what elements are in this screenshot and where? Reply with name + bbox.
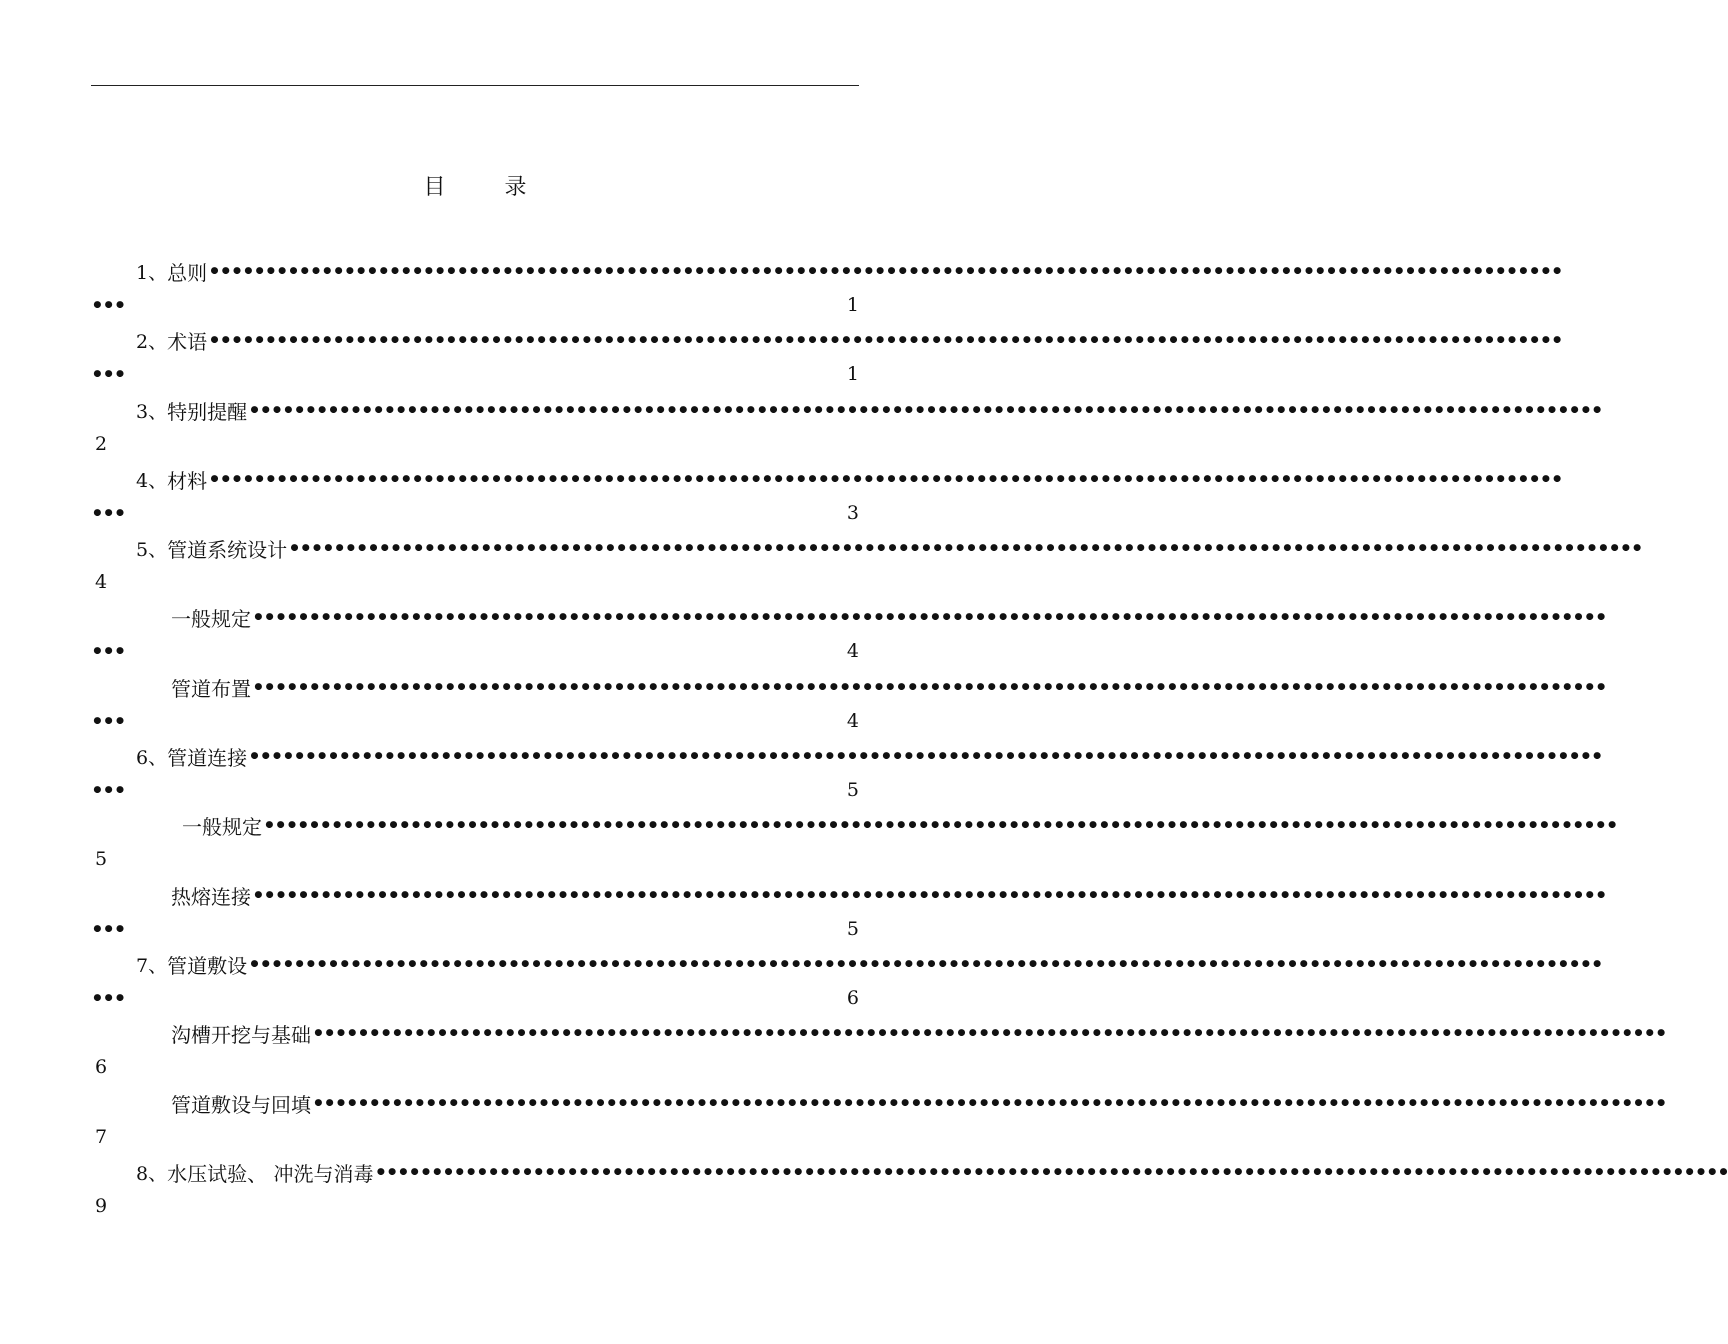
toc-entry-label: 总则 bbox=[167, 260, 208, 285]
toc-leader-dots: •••••••••••••••••••••••••••••••••••••••••••••••••••••••••••••••••••••••••••••••••••••••••••••••••••••••••••••••••••••••• bbox=[374, 1160, 1728, 1184]
toc-leader-dots: •••••••••••••••••••••••••••••••••••••••••••••••••••••••••••••••••••••••••••••••••••••••••••••••••••••••••••••••••••••••• bbox=[208, 328, 1563, 352]
toc-entry-label: 材料 bbox=[167, 468, 208, 493]
toc-entry-page: 6 bbox=[95, 1056, 108, 1078]
toc-leader-dots-wrap: ••• bbox=[91, 917, 125, 941]
toc-subentry[interactable] bbox=[0, 878, 1606, 948]
toc-subentry[interactable] bbox=[0, 670, 1606, 740]
toc-entry-page: 5 bbox=[846, 918, 859, 940]
toc-leader-dots: •••••••••••••••••••••••••••••••••••••••••••••••••••••••••••••••••••••••••••••••••••••••••••••••••••••••••••••••••••••••• bbox=[248, 744, 1603, 768]
toc-entry-page: 1 bbox=[846, 363, 859, 385]
toc-leader-dots: •••••••••••••••••••••••••••••••••••••••••••••••••••••••••••••••••••••••••••••••••••••••••••••••••••••••••••••••••••••••• bbox=[208, 259, 1563, 283]
toc-leader-dots: •••••••••••••••••••••••••••••••••••••••••••••••••••••••••••••••••••••••••••••••••••••••••••••••••••••••••••••••••••••••• bbox=[312, 1091, 1666, 1115]
toc-entry[interactable] bbox=[0, 739, 1603, 809]
toc-entry-number: 3、 bbox=[136, 400, 168, 423]
toc-entry-label: 一般规定 bbox=[171, 606, 251, 631]
toc-entry-page: 4 bbox=[846, 640, 859, 662]
toc-entry[interactable] bbox=[0, 1155, 1728, 1225]
toc-entry-page: 5 bbox=[95, 848, 108, 870]
toc-entry-label: 管道敷设 bbox=[167, 953, 248, 978]
toc-subentry[interactable] bbox=[0, 1086, 1666, 1156]
toc-leader-dots-wrap: ••• bbox=[91, 293, 125, 317]
toc-leader-dots: •••••••••••••••••••••••••••••••••••••••••••••••••••••••••••••••••••••••••••••••••••••••••••••••••••••••••••••••••••••••• bbox=[288, 536, 1643, 560]
toc-entry[interactable] bbox=[0, 254, 1563, 324]
toc-entry-label: 水压试验、 冲洗与消毒 bbox=[167, 1161, 374, 1186]
toc-entry-page: 3 bbox=[846, 502, 859, 524]
toc-entry-number: 8、 bbox=[136, 1162, 168, 1185]
toc-entry-number: 5、 bbox=[136, 538, 168, 561]
toc-entry-page: 6 bbox=[846, 987, 859, 1009]
toc-leader-dots: •••••••••••••••••••••••••••••••••••••••••••••••••••••••••••••••••••••••••••••••••••••••••••••••••••••••••••••••••••••••• bbox=[252, 605, 1606, 629]
toc-entry-label: 管道系统设计 bbox=[167, 537, 288, 562]
toc-leader-dots-wrap: ••• bbox=[91, 709, 125, 733]
toc-entry-label: 热熔连接 bbox=[171, 884, 251, 909]
toc-entry[interactable] bbox=[0, 462, 1563, 532]
toc-subentry[interactable] bbox=[0, 600, 1606, 670]
toc-entry[interactable] bbox=[0, 531, 1643, 601]
toc-entry[interactable] bbox=[0, 393, 1603, 463]
toc-leader-dots: •••••••••••••••••••••••••••••••••••••••••••••••••••••••••••••••••••••••••••••••••••••••••••••••••••••••••••••••••••••••• bbox=[312, 1021, 1666, 1045]
toc-leader-dots: •••••••••••••••••••••••••••••••••••••••••••••••••••••••••••••••••••••••••••••••••••••••••••••••••••••••••••••••••••••••• bbox=[208, 467, 1563, 491]
toc-leader-dots-wrap: ••• bbox=[91, 362, 125, 386]
toc-entry-number: 4、 bbox=[136, 469, 168, 492]
toc-entry-page: 2 bbox=[95, 433, 108, 455]
toc-entry-label: 一般规定 bbox=[182, 814, 262, 839]
toc-entry-page: 4 bbox=[846, 710, 859, 732]
toc-leader-dots: •••••••••••••••••••••••••••••••••••••••••••••••••••••••••••••••••••••••••••••••••••••••••••••••••••••••••••••••••••••••• bbox=[252, 675, 1606, 699]
page-title: 目 录 bbox=[423, 175, 553, 200]
toc-entry[interactable] bbox=[0, 947, 1603, 1017]
toc-leader-dots-wrap: ••• bbox=[91, 501, 125, 525]
toc-entry-page: 4 bbox=[95, 571, 108, 593]
toc-entry-page: 1 bbox=[846, 294, 859, 316]
toc-leader-dots: •••••••••••••••••••••••••••••••••••••••••••••••••••••••••••••••••••••••••••••••••••••••••••••••••••••••••••••••••••••••• bbox=[252, 883, 1606, 907]
toc-entry-page: 5 bbox=[846, 779, 859, 801]
toc-entry-label: 管道布置 bbox=[171, 676, 251, 701]
toc-entry-label: 术语 bbox=[167, 329, 208, 354]
toc-leader-dots-wrap: ••• bbox=[91, 778, 125, 802]
toc-entry-number: 2、 bbox=[136, 330, 168, 353]
toc-entry-page: 9 bbox=[95, 1195, 108, 1217]
toc-leader-dots: •••••••••••••••••••••••••••••••••••••••••••••••••••••••••••••••••••••••••••••••••••••••••••••••••••••••••••••••••••••••• bbox=[263, 813, 1617, 837]
toc-entry[interactable] bbox=[0, 323, 1563, 393]
toc-leader-dots: •••••••••••••••••••••••••••••••••••••••••••••••••••••••••••••••••••••••••••••••••••••••••••••••••••••••••••••••••••••••• bbox=[248, 398, 1603, 422]
toc-entry-label: 管道连接 bbox=[167, 745, 248, 770]
toc-entry-number: 6、 bbox=[136, 746, 168, 769]
toc-leader-dots-wrap: ••• bbox=[91, 639, 125, 663]
toc-entry-number: 7、 bbox=[136, 954, 168, 977]
toc-entry-page: 7 bbox=[95, 1126, 108, 1148]
toc-entry-label: 特别提醒 bbox=[167, 399, 248, 424]
toc-entry-label: 沟槽开挖与基础 bbox=[171, 1022, 311, 1047]
toc-subentry[interactable] bbox=[0, 808, 1617, 878]
toc-leader-dots: •••••••••••••••••••••••••••••••••••••••••••••••••••••••••••••••••••••••••••••••••••••••••••••••••••••••••••••••••••••••• bbox=[248, 952, 1603, 976]
toc-leader-dots-wrap: ••• bbox=[91, 986, 125, 1010]
toc-entry-label: 管道敷设与回填 bbox=[171, 1092, 311, 1117]
toc-subentry[interactable] bbox=[0, 1016, 1666, 1086]
toc-entry-number: 1、 bbox=[136, 261, 168, 284]
